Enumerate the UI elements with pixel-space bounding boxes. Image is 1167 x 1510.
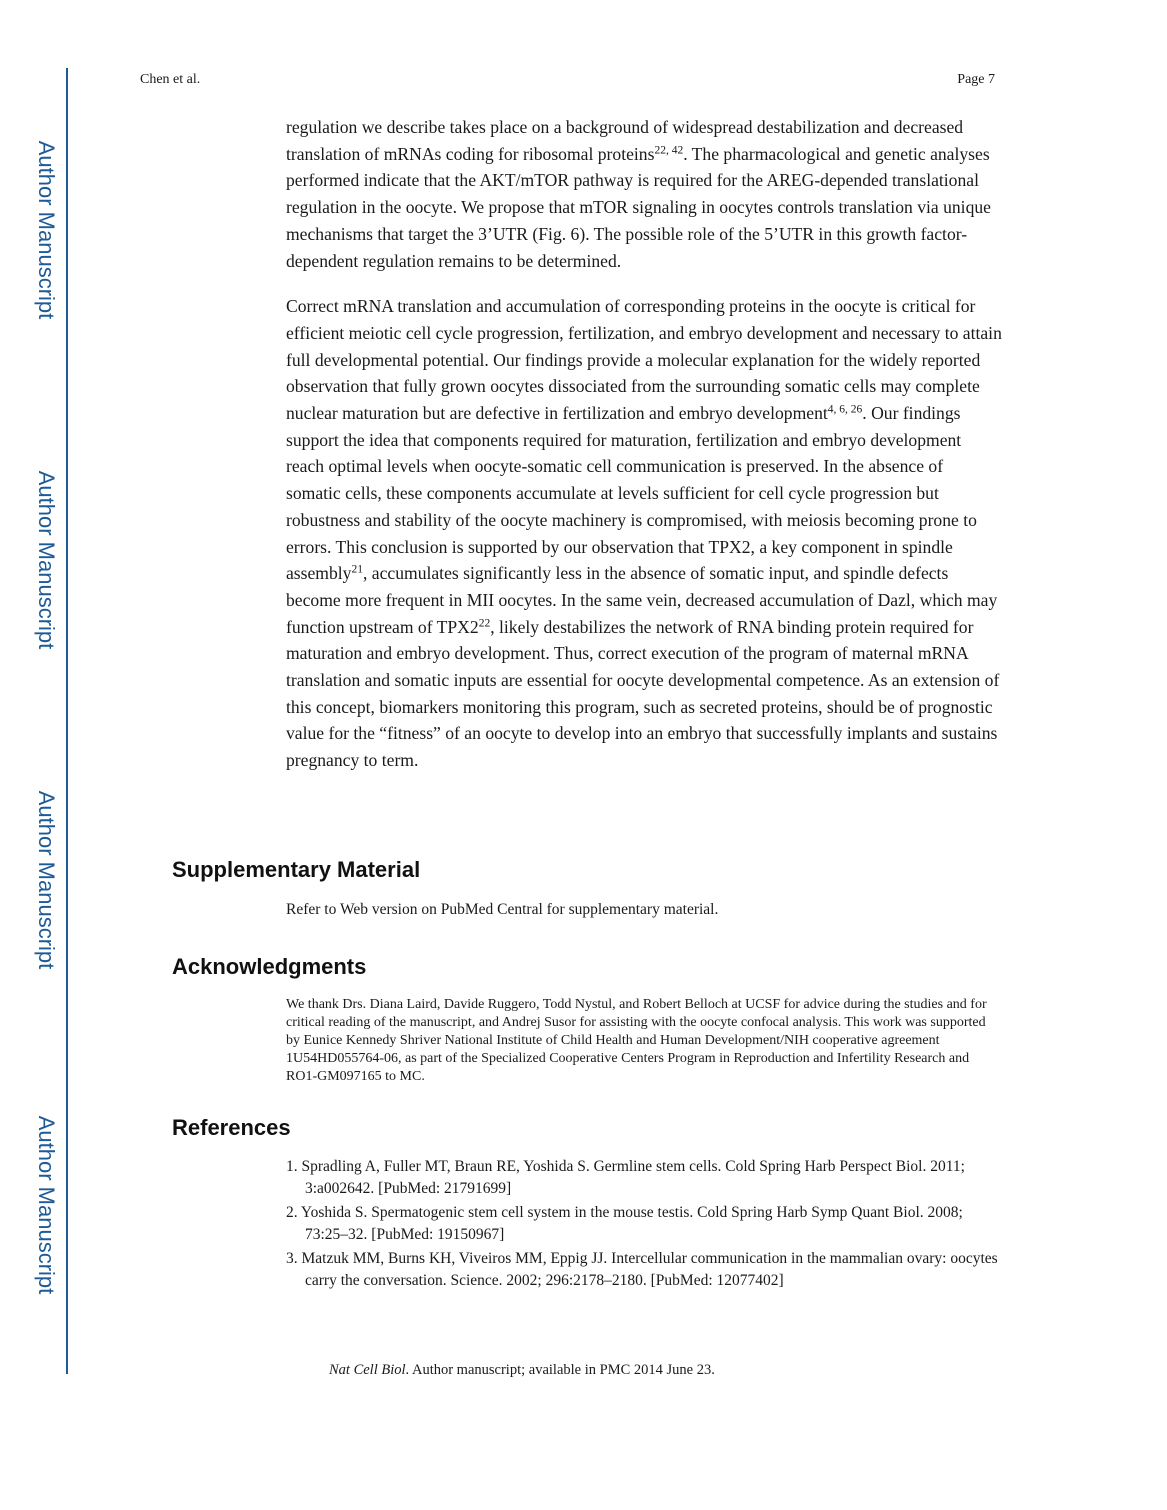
reference-list (286, 1156, 1002, 1294)
paragraph (286, 114, 1002, 274)
text-run: , likely destabilizes the network of RNA binding protein required for maturation and embryo development. Thus, correct execution of the program of maternal mRNA translation and somatic inputs are essential for oocyte developmental competence. As an extension of this concept, biomarkers monitoring this program, such as secreted proteins, should be of prognostic value for the “fitness” of an oocyte to develop into an embryo that successfully implants and sustains pregnancy to term. (286, 616, 1000, 771)
author-manuscript-watermark (22, 130, 70, 330)
section-heading-acknowledgments: Acknowledgments (172, 954, 367, 979)
page-number: Page 7 (957, 72, 995, 87)
footer-text: . Author manuscript; available in PMC 2014 June 23. (405, 1362, 715, 1378)
watermark-text: Author Manuscript (34, 470, 59, 650)
reference-item[interactable]: 2. Yoshida S. Spermatogenic stem cell system in the mouse testis. Cold Spring Harb Symp Quant Biol. 2008; 73:25–32. [PubMed: 19150967] (286, 1204, 963, 1243)
citation[interactable]: 21 (351, 563, 363, 576)
watermark-text: Author Manuscript (34, 140, 59, 320)
supplementary-text: Refer to Web version on PubMed Central for supplementary material. (286, 901, 719, 918)
citation[interactable]: 4, 6, 26 (827, 403, 863, 416)
author-manuscript-watermark (22, 1105, 70, 1305)
text-run: , accumulates significantly less in the absence of somatic input, and spindle defects become more frequent in MII oocytes. In the same vein, decreased accumulation of Dazl, which may function upstream of TPX2 (286, 563, 998, 637)
section-heading-references: References (172, 1115, 291, 1140)
text-run: regulation we describe takes place on a background of widespread destabilization and decreased translation of mRNAs coding for ribosomal proteins (286, 117, 964, 164)
citation[interactable]: 22 (478, 617, 491, 630)
watermark-text: Author Manuscript (34, 1115, 59, 1295)
watermark-text: Author Manuscript (34, 790, 59, 970)
reference-item[interactable]: 1. Spradling A, Fuller MT, Braun RE, Yoshida S. Germline stem cells. Cold Spring Harb Perspect Biol. 2011; 3:a002642. [PubMed: 21791699] (286, 1158, 965, 1197)
body-text (286, 114, 1002, 793)
text-run: . Our findings support the idea that components required for maturation, fertilization and embryo development reach optimal levels when oocyte-somatic cell communication is preserved. In the absence of somatic cells, these components accumulate at levels sufficient for cell cycle progression but robustness and stability of the oocyte machinery is compromised, with meiosis becoming prone to errors. This conclusion is supported by our observation that TPX2, a key component in spindle assembly (286, 403, 977, 584)
text-run: Correct mRNA translation and accumulation of corresponding proteins in the oocyte is critical for efficient meiotic cell cycle progression, fertilization, and embryo development and necessary to attain full developmental potential. Our findings provide a molecular explanation for the widely reported observation that fully grown oocytes dissociated from the surrounding somatic cells may complete nuclear maturation but are defective in fertilization and embryo development (286, 296, 1002, 424)
footer-citation (329, 1362, 715, 1379)
citation[interactable]: 22, 42 (654, 144, 684, 157)
text-run: . The pharmacological and genetic analyses performed indicate that the AKT/mTOR pathway is required for the AREG-depended translational regulation in the oocyte. We propose that mTOR signaling in oocytes controls translation via unique mechanisms that target the 3’UTR (Fig. 6). The possible role of the 5’UTR in this growth factor-dependent regulation remains to be determined. (286, 143, 991, 271)
acknowledgments-text: We thank Drs. Diana Laird, Davide Ruggero, Todd Nystul, and Robert Belloch at UCSF for advice during the studies and for critical reading of the manuscript, and Andrej Susor for assisting with the oocyte confocal analysis. This work was supported by Eunice Kennedy Shriver National Institute of Child Health and Human Development/NIH cooperative agreement 1U54HD055764-06, as part of the Specialized Cooperative Centers Program in Reproduction and Infertility Research and RO1-GM097165 to MC. (286, 997, 987, 1084)
running-head-authors: Chen et al. (140, 72, 201, 87)
author-manuscript-watermark (22, 460, 70, 660)
section-heading-supplementary: Supplementary Material (172, 857, 421, 882)
author-manuscript-watermark (22, 780, 70, 980)
paragraph (286, 293, 1002, 774)
journal-name: Nat Cell Biol (329, 1362, 406, 1378)
reference-item[interactable]: 3. Matzuk MM, Burns KH, Viveiros MM, Eppig JJ. Intercellular communication in the mammalian ovary: oocytes carry the conversation. Science. 2002; 296:2178–2180. [PubMed: 12077402] (286, 1250, 998, 1289)
